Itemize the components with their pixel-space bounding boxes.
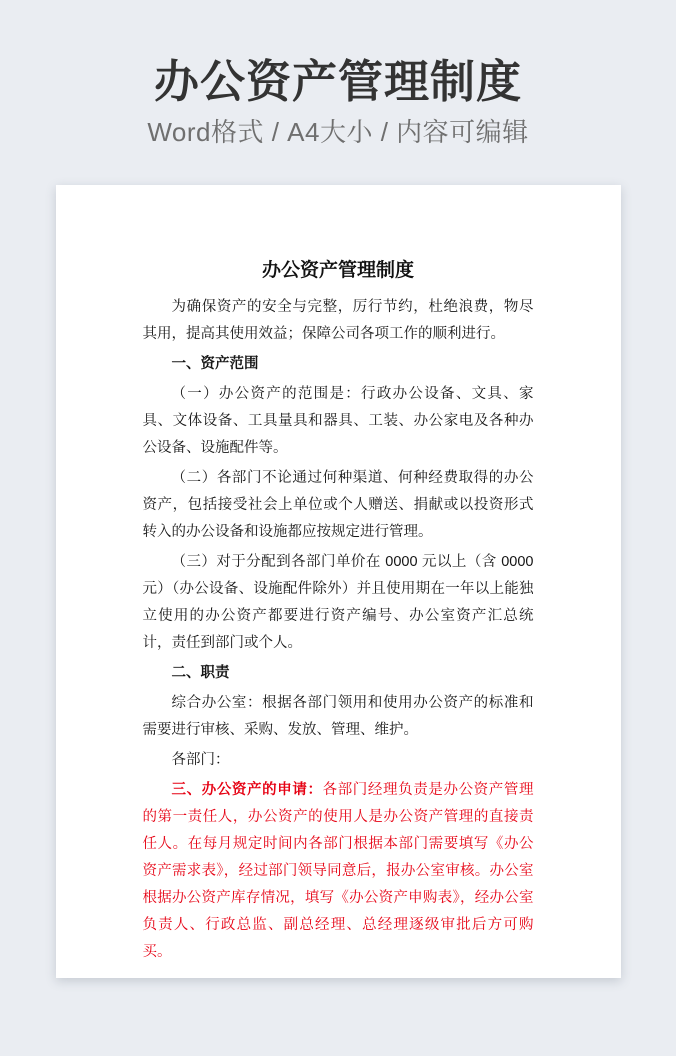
section3-body: 各部门经理负责是办公资产管理的第一责任人，办公资产的使用人是办公资产管理的直接责任人。在每月规定时间内各部门根据本部门需要填写《办公资产需求表》，经过部门领导同意后，报办公室审核。办公室根据办公资产库存情况，填写《办公资产申购表》，经办公室负责人、行政总监、副总经理、总经理逐级审批后方可购买。 bbox=[142, 782, 534, 960]
section2-office-duty: 综合办公室：根据各部门领用和使用办公资产的标准和需要进行审核、采购、发放、管理、维护。 bbox=[142, 695, 534, 738]
banner-subtitle: Word格式 / A4大小 / 内容可编辑 bbox=[147, 117, 529, 147]
document-page bbox=[56, 185, 621, 978]
template-banner bbox=[0, 0, 676, 147]
section2-departments: 各部门： bbox=[171, 752, 230, 768]
section2-heading: 二、职责 bbox=[171, 665, 230, 681]
section1-item-3: （三）对于分配到各部门单价在 0000 元以上（含 0000 元）（办公设备、设施配件除外）并且使用期在一年以上能独立使用的办公资产都要进行资产编号、办公室资产汇总统计，责任到部门或个人。 bbox=[142, 554, 534, 651]
section1-item-1: （一）办公资产的范围是：行政办公设备、文具、家具、文体设备、工具量具和器具、工装、办公家电及各种办公设备、设施配件等。 bbox=[142, 386, 534, 456]
section1-heading: 一、资产范围 bbox=[171, 356, 259, 372]
document-body bbox=[143, 294, 534, 966]
intro-paragraph: 为确保资产的安全与完整，厉行节约，杜绝浪费，物尽其用，提高其使用效益；保障公司各项工作的顺利进行。 bbox=[142, 299, 534, 342]
section1-item-2: （二）各部门不论通过何种渠道、何种经费取得的办公资产，包括接受社会上单位或个人赠送、捐献或以投资形式转入的办公设备和设施都应按规定进行管理。 bbox=[142, 470, 534, 540]
banner-title: 办公资产管理制度 bbox=[153, 56, 522, 107]
document-title: 办公资产管理制度 bbox=[261, 260, 414, 281]
section3-heading: 三、办公资产的申请： bbox=[171, 782, 323, 798]
section3-paragraph bbox=[143, 777, 534, 966]
